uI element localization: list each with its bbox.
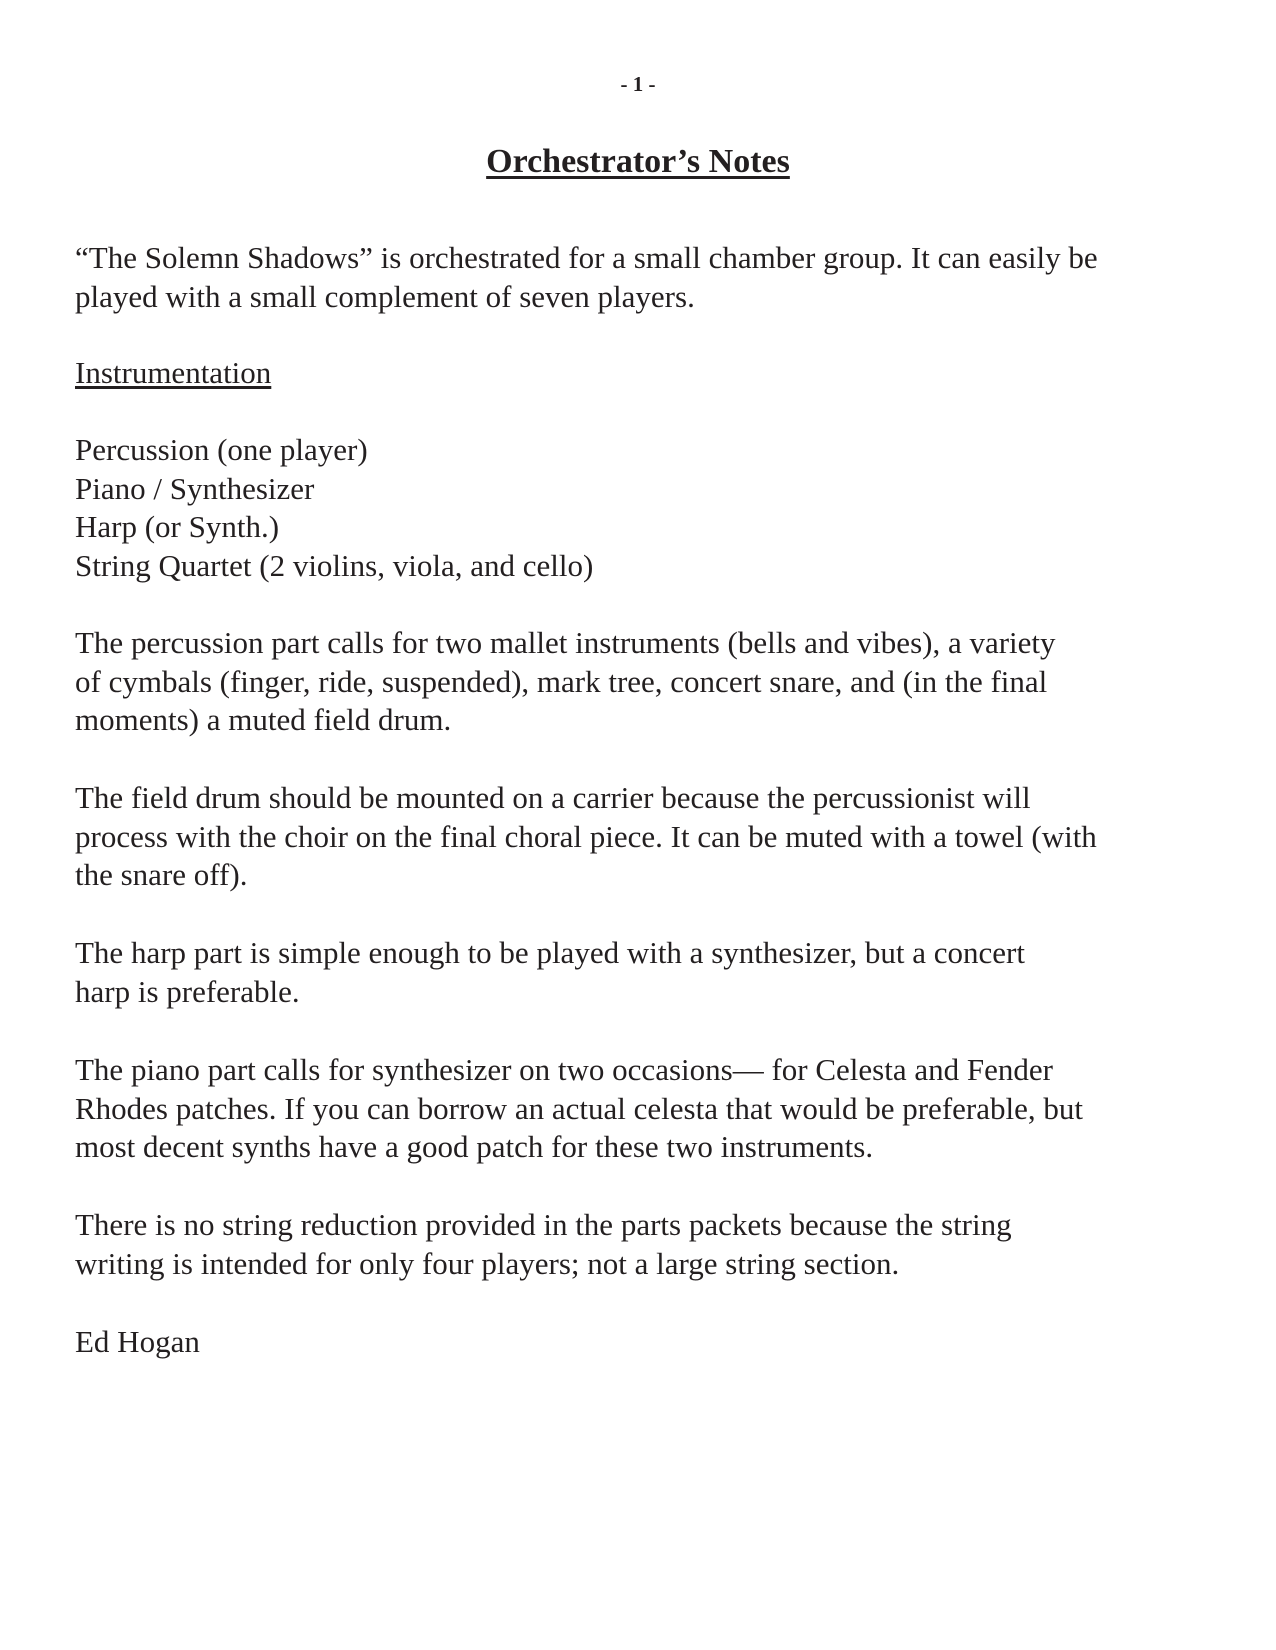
instrumentation-heading: Instrumentation: [75, 355, 272, 390]
instrument-item: String Quartet (2 violins, viola, and cello): [75, 547, 594, 583]
paragraph-line: “The Solemn Shadows” is orchestrated for a small chamber group. It can easily be: [75, 240, 1098, 275]
paragraph-line: of cymbals (finger, ride, suspended), mark tree, concert snare, and (in the final: [75, 663, 1048, 699]
paragraph-line: played with a small complement of seven players.: [75, 278, 695, 314]
signature: Ed Hogan: [75, 1324, 200, 1359]
instrument-item: Percussion (one player): [75, 432, 368, 467]
paragraph-line: most decent synths have a good patch for these two instruments.: [75, 1129, 874, 1164]
paragraph-line: the snare off).: [75, 857, 248, 892]
harp-paragraph: [75, 934, 1215, 1011]
paragraph-line: The field drum should be mounted on a carrier because the percussionist will: [75, 780, 1031, 815]
instrument-list: [75, 431, 1215, 585]
instrument-item: Harp (or Synth.): [75, 509, 280, 544]
paragraph-line: harp is preferable.: [75, 973, 300, 1009]
page-title: Orchestrator’s Notes: [486, 143, 790, 180]
field-drum-paragraph: [75, 779, 1215, 895]
paragraph-line: moments) a muted field drum.: [75, 702, 452, 737]
page-number: - 1 -: [620, 72, 656, 96]
intro-paragraph: [75, 239, 1215, 316]
paragraph-line: The harp part is simple enough to be played with a synthesizer, but a concert: [75, 935, 1025, 970]
paragraph-line: writing is intended for only four players; not a large string section.: [75, 1245, 900, 1281]
percussion-paragraph: [75, 624, 1215, 740]
signature-block: [75, 1323, 1215, 1362]
paragraph-line: Rhodes patches. If you can borrow an actual celesta that would be preferable, but: [75, 1090, 1083, 1126]
instrumentation-heading-block: [75, 354, 1215, 393]
strings-paragraph: [75, 1206, 1215, 1283]
paragraph-line: The percussion part calls for two mallet instruments (bells and vibes), a variety: [75, 625, 1056, 660]
instrument-item: Piano / Synthesizer: [75, 470, 315, 506]
paragraph-line: The piano part calls for synthesizer on two occasions— for Celesta and Fender: [75, 1052, 1053, 1087]
paragraph-line: There is no string reduction provided in the parts packets because the string: [75, 1207, 1012, 1242]
paragraph-line: process with the choir on the final choral piece. It can be muted with a towel (with: [75, 818, 1097, 854]
piano-paragraph: [75, 1051, 1215, 1167]
